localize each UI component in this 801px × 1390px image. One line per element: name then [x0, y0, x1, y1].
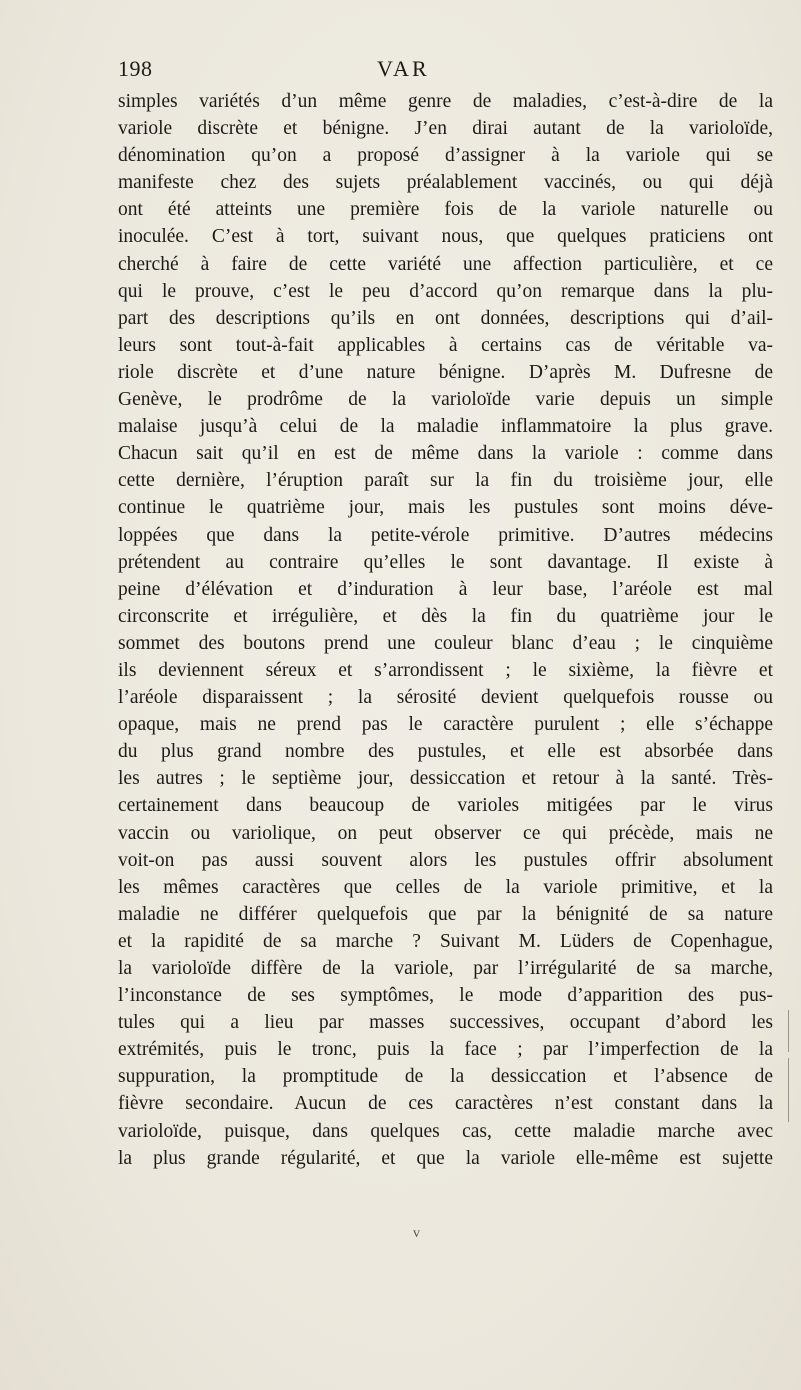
page-edge-mark [788, 1058, 801, 1122]
text-line: la plus grande régularité, et que la variole elle-même est sujette [118, 1147, 773, 1169]
text-line: cette dernière, l’éruption paraît sur la fin du troisième jour, elle [118, 470, 773, 492]
text-line: extrémités, puis le tronc, puis la face ; par l’imperfection de la [118, 1039, 773, 1061]
text-line: la varioloïde diffère de la variole, par l’irrégularité de sa marche, [118, 958, 773, 979]
text-line: les mêmes caractères que celles de la variole primitive, et la [118, 876, 773, 898]
text-line: tules qui a lieu par masses successives, occupant d’abord les [118, 1012, 773, 1034]
text-line: prétendent au contraire qu’elles le sont davantage. Il existe à [118, 551, 773, 573]
text-line: certainement dans beaucoup de varioles mitigées par le virus [118, 795, 773, 817]
text-line: les autres ; le septième jour, dessiccation et retour à la santé. Très- [118, 768, 773, 790]
page-number: 198 [118, 56, 153, 81]
text-line: voit-on pas aussi souvent alors les pustules offrir absolument [118, 849, 773, 871]
text-line: du plus grand nombre des pustules, et elle est absorbée dans [118, 741, 773, 763]
page-edge-mark [788, 1010, 801, 1052]
text-line: manifeste chez des sujets préalablement vaccinés, ou qui déjà [118, 172, 773, 194]
text-line: peine d’élévation et d’induration à leur base, l’aréole est mal [118, 578, 773, 600]
text-line: part des descriptions qu’ils en ont données, descriptions qui d’ail- [118, 307, 773, 329]
text-line: qui le prouve, c’est le peu d’accord qu’on remarque dans la plu- [118, 280, 773, 302]
body-text [118, 88, 773, 1172]
text-line: cherché à faire de cette variété une affection particulière, et ce [118, 253, 773, 275]
text-line: dénomination qu’on a proposé d’assigner à la variole qui se [118, 145, 773, 167]
text-line: et la rapidité de sa marche ? Suivant M. Lüders de Copenhague, [118, 930, 773, 952]
text-line: riole discrète et d’une nature bénigne. D’après M. Dufresne de [118, 361, 773, 383]
text-line: fièvre secondaire. Aucun de ces caractères n’est constant dans la [118, 1093, 773, 1115]
text-line: circonscrite et irrégulière, et dès la fin du quatrième jour le [118, 605, 773, 627]
text-line: Genève, le prodrôme de la varioloïde varie depuis un simple [118, 389, 773, 411]
text-line: ont été atteints une première fois de la variole naturelle ou [118, 199, 773, 221]
text-line: ils deviennent séreux et s’arrondissent ; le sixième, la fièvre et [118, 659, 773, 681]
text-line: leurs sont tout-à-fait applicables à certains cas de véritable va- [118, 334, 773, 356]
text-line: loppées que dans la petite-vérole primitive. D’autres médecins [118, 524, 773, 546]
text-line: variole discrète et bénigne. J’en dirai autant de la varioloïde, [118, 118, 773, 140]
running-head: VAR [377, 56, 430, 81]
text-line: simples variétés d’un même genre de maladies, c’est-à-dire de la [118, 91, 773, 112]
page-header [118, 56, 761, 92]
text-line: continue le quatrième jour, mais les pustules sont moins déve- [118, 497, 773, 519]
text-line: suppuration, la promptitude de la dessiccation et l’absence de [118, 1066, 773, 1088]
text-line: varioloïde, puisque, dans quelques cas, cette maladie marche avec [118, 1120, 773, 1142]
text-line: opaque, mais ne prend pas le caractère purulent ; elle s’échappe [118, 714, 773, 736]
text-line: inoculée. C’est à tort, suivant nous, que quelques praticiens ont [118, 226, 773, 248]
signature-mark: v [413, 1226, 420, 1241]
text-line: Chacun sait qu’il en est de même dans la variole : comme dans [118, 443, 773, 465]
text-line: sommet des boutons prend une couleur blanc d’eau ; le cinquième [118, 632, 773, 654]
text-line: vaccin ou variolique, on peut observer ce qui précède, mais ne [118, 822, 773, 844]
text-line: maladie ne différer quelquefois que par la bénignité de sa nature [118, 903, 773, 925]
text-line: l’inconstance de ses symptômes, le mode d’apparition des pus- [118, 985, 773, 1007]
text-line: malaise jusqu’à celui de la maladie inflammatoire la plus grave. [118, 416, 773, 438]
text-line: l’aréole disparaissent ; la sérosité devient quelquefois rousse ou [118, 687, 773, 709]
